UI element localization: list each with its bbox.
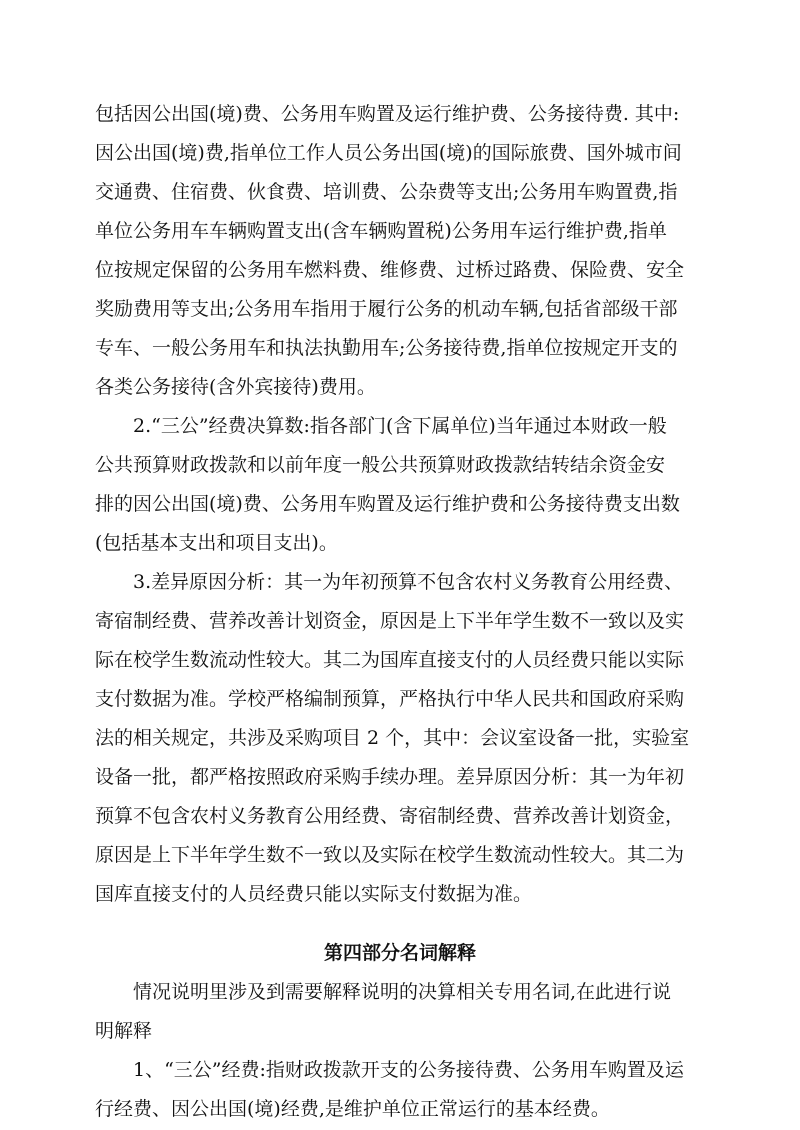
paragraph-line: 预算不包含农村义务教育公用经费、寄宿制经费、营养改善计划资金，	[95, 805, 685, 827]
paragraph-line: 国库直接支付的人员经费只能以实际支付数据为准。	[95, 883, 533, 905]
paragraph-line: 交通费、住宿费、伙食费、培训费、公杂费等支出;公务用车购置费,指	[95, 181, 678, 203]
paragraph-line: 行经费、因公出国(境)经费,是维护单位正常运行的基本经费。	[95, 1098, 610, 1120]
paragraph-line: 专车、一般公务用车和执法执勤用车;公务接待费,指单位按规定开支的	[95, 337, 678, 359]
paragraph-line: 各类公务接待(含外宾接待)费用。	[95, 376, 376, 398]
paragraph-line: 设备一批，都严格按照政府采购手续办理。差异原因分析：其一为年初	[95, 766, 685, 788]
paragraph-line: 际在校学生数流动性较大。其二为国库直接支付的人员经费只能以实际	[95, 649, 685, 671]
paragraph-line: 公共预算财政拨款和以前年度一般公共预算财政拨款结转结余资金安	[95, 454, 666, 476]
paragraph-line: (包括基本支出和项目支出)。	[95, 532, 338, 554]
paragraph-line: 原因是上下半年学生数不一致以及实际在校学生数流动性较大。其二为	[95, 844, 685, 866]
paragraph-line: 奖励费用等支出;公务用车指用于履行公务的机动车辆,包括省部级干部	[95, 298, 678, 320]
section-heading: 第四部分名词解释	[323, 942, 476, 964]
paragraph-line: 明解释	[95, 1020, 153, 1042]
paragraph-line: 寄宿制经费、营养改善计划资金，原因是上下半年学生数不一致以及实	[95, 610, 685, 632]
paragraph-line: 因公出国(境)费,指单位工作人员公务出国(境)的国际旅费、国外城市间	[95, 142, 682, 164]
paragraph-line: 单位公务用车车辆购置支出(含车辆购置税)公务用车运行维护费,指单	[95, 220, 667, 242]
item3-first-line: 3.差异原因分析：其一为年初预算不包含农村义务教育公用经费、	[133, 571, 684, 593]
term1-first-line: 1、“三公”经费:指财政拨款开支的公务接待费、公务用车购置及运	[133, 1059, 684, 1081]
paragraph-line: 排的因公出国(境)费、公务用车购置及运行维护费和公务接待费支出数	[95, 493, 680, 515]
paragraph-line: 法的相关规定，共涉及采购项目 2 个，其中：会议室设备一批，实验室	[95, 727, 690, 749]
item2-first-line: 2.“三公”经费决算数:指各部门(含下属单位)当年通过本财政一般	[133, 415, 667, 437]
paragraph-line: 支付数据为准。学校严格编制预算，严格执行中华人民共和国政府采购	[95, 688, 685, 710]
paragraph-line: 位按规定保留的公务用车燃料费、维修费、过桥过路费、保险费、安全	[95, 259, 685, 281]
intro-first-line: 情况说明里涉及到需要解释说明的决算相关专用名词,在此进行说	[133, 981, 672, 1003]
paragraph-line: 包括因公出国(境)费、公务用车购置及运行维护费、公务接待费. 其中:	[95, 103, 680, 125]
